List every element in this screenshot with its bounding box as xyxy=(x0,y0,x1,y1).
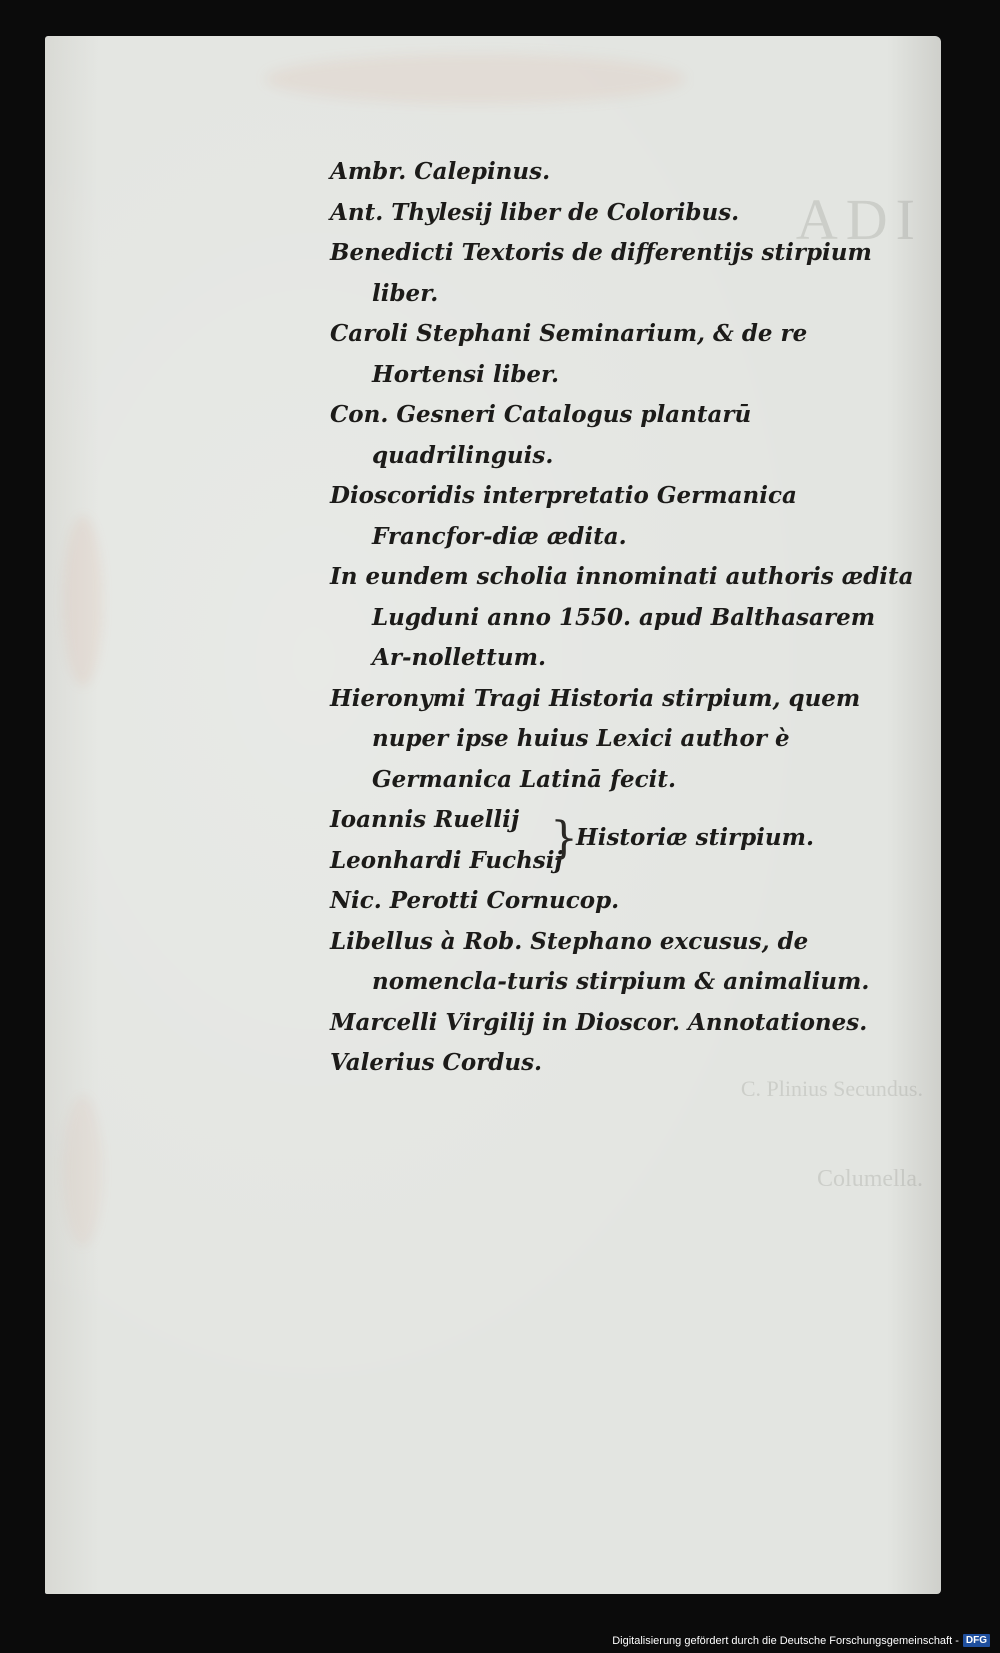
bracket-author: Ioannis Ruellij xyxy=(330,806,520,833)
page-stain xyxy=(265,54,685,104)
list-item: Ambr. Calepinus. xyxy=(330,158,551,185)
list-item: Benedicti Textoris de differentijs stirpium liber. xyxy=(330,239,872,307)
page-stain xyxy=(63,516,103,686)
bracketed-entry xyxy=(330,800,920,881)
list-item: Caroli Stephani Seminarium, & de re Hortensi liber. xyxy=(330,320,808,388)
page-stain xyxy=(63,1096,103,1246)
shared-title: Historiæ stirpium. xyxy=(576,824,814,851)
book-page xyxy=(45,36,941,1594)
list-item: Ant. Thylesij liber de Coloribus. xyxy=(330,198,740,226)
list-item: In eundem scholia innominati authoris ædita Lugduni anno 1550. apud Balthasarem Ar-nollettum. xyxy=(330,563,914,671)
list-item: Libellus à Rob. Stephano excusus, de nomencla-turis stirpium & animalium. xyxy=(330,927,870,995)
list-item: Marcelli Virgilij in Dioscor. Annotationes. xyxy=(330,1008,868,1036)
bracket-author: Leonhardi Fuchsij xyxy=(330,846,563,874)
list-item: Nic. Perotti Cornucop. xyxy=(330,887,620,914)
list-item: Dioscoridis interpretatio Germanica Francfor-diæ ædita. xyxy=(330,482,797,550)
digitization-credit xyxy=(612,1634,990,1647)
show-through-text: ADI xyxy=(795,187,923,252)
list-item: Valerius Cordus. xyxy=(330,1049,543,1076)
author-list xyxy=(330,152,920,1084)
credit-text: Digitalisierung gefördert durch die Deutsche Forschungsgemeinschaft - xyxy=(612,1634,959,1647)
dfg-logo: DFG xyxy=(963,1634,990,1647)
brace-mark: } xyxy=(550,813,578,864)
show-through-text: C. Plinius Secundus. xyxy=(740,1076,923,1101)
list-item: Con. Gesneri Catalogus plantarū quadrilinguis. xyxy=(330,401,752,469)
list-item: Hieronymi Tragi Historia stirpium, quem nuper ipse huius Lexici author è Germanica Latinā fecit. xyxy=(330,684,861,793)
show-through-text: Columella. xyxy=(817,1166,923,1192)
